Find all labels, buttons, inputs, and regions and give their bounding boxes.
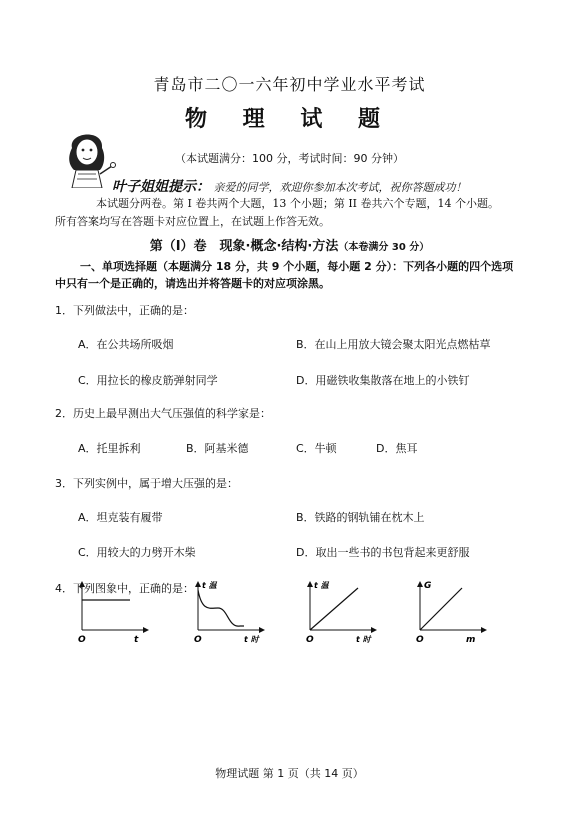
tip-message: 亲爱的同学，欢迎你参加本次考试，祝你答题成功！ — [213, 181, 467, 194]
graph-d-curve — [420, 588, 462, 630]
cartoon-girl-icon — [58, 126, 116, 188]
q1-option-a: A．在公共场所吸烟 — [78, 338, 174, 351]
graph-d-y-label: G — [424, 581, 432, 591]
question-1-stem: 1．下列做法中，正确的是： — [55, 304, 194, 317]
page-footer: 物理试题 第 1 页（共 14 页） — [215, 767, 364, 780]
section1-line-2: 中只有一个是正确的，请选出并将答题卡的对应项涂黑。 — [55, 277, 330, 290]
exam-title: 青岛市二〇一六年初中学业水平考试 — [153, 75, 426, 94]
graph-b — [188, 578, 268, 646]
q2-option-a: A．托里拆利 — [78, 442, 141, 455]
graph-c-x-label: t 时 — [356, 635, 371, 644]
q1-option-d: D．用磁铁收集散落在地上的小铁钉 — [296, 374, 470, 387]
exam-info: （本试题满分：100 分，考试时间：90 分钟） — [175, 152, 404, 165]
graph-a-x-label: t — [134, 635, 139, 645]
q1-option-c: C．用拉长的橡皮筋弹射同学 — [78, 374, 218, 387]
tip-line — [112, 176, 467, 196]
q3-option-c: C．用较大的力劈开木柴 — [78, 546, 196, 559]
section1-line-1: 一、单项选择题（本题满分 18 分，共 9 个小题，每小题 2 分）：下列各小题的四个选项 — [80, 260, 514, 273]
graph-a-origin: O — [78, 635, 86, 645]
q3-option-d: D．取出一些书的书包背起来更舒服 — [296, 546, 470, 559]
q2-option-b: B．阿基米德 — [186, 442, 249, 455]
q2-option-d: D．焦耳 — [376, 442, 418, 455]
graph-c-origin: O — [306, 635, 314, 645]
graph-d — [410, 578, 490, 646]
graph-d-x-label: m — [466, 635, 476, 645]
question-4-stem: 4．下列图象中，正确的是： — [55, 582, 194, 595]
part1-heading: 第（I）卷 现象·概念·结构·方法 — [149, 239, 339, 254]
graph-c-y-label: t 温 — [314, 581, 329, 590]
part1-score-note: （本卷满分 30 分） — [338, 242, 430, 253]
q3-option-a: A．坦克装有履带 — [78, 511, 163, 524]
intro-line-1: 本试题分两卷。第 I 卷共两个大题，13 个小题；第 II 卷共六个专题，14 个小题。 — [96, 197, 500, 210]
graph-b-y-label: t 温 — [202, 581, 217, 590]
tip-heading: 叶子姐姐提示： — [112, 179, 210, 195]
graph-d-origin: O — [416, 635, 424, 645]
question-3-stem: 3．下列实例中，属于增大压强的是： — [55, 477, 238, 490]
question-2-stem: 2．历史上最早测出大气压强值的科学家是： — [55, 407, 271, 420]
graph-c — [300, 578, 380, 646]
graph-c-curve — [310, 588, 358, 630]
part1-title — [0, 235, 579, 254]
graph-b-curve — [198, 590, 244, 626]
q1-option-b: B．在山上用放大镜会聚太阳光点燃枯草 — [296, 338, 491, 351]
subject-title: 物 理 试 题 — [185, 107, 394, 132]
graph-a — [72, 578, 152, 646]
q3-option-b: B．铁路的钢轨铺在枕木上 — [296, 511, 425, 524]
intro-line-2: 所有答案均写在答题卡对应位置上，在试题上作答无效。 — [55, 215, 330, 228]
graph-b-x-label: t 时 — [244, 635, 259, 644]
q2-option-c: C．牛顿 — [296, 442, 337, 455]
graph-b-origin: O — [194, 635, 202, 645]
